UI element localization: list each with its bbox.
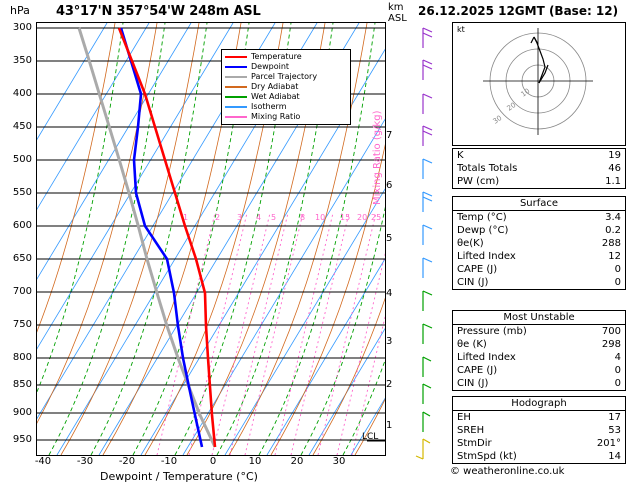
- y-tick-350: 350: [12, 55, 32, 66]
- x-tick-20: 20: [290, 456, 304, 467]
- row-label: K: [457, 150, 464, 161]
- svg-text:3: 3: [237, 213, 243, 222]
- km-label-line2: ASL: [388, 13, 407, 24]
- row-label: Lifted Index: [457, 352, 516, 363]
- y-tick-750: 750: [12, 319, 32, 330]
- table-row: [453, 211, 625, 224]
- row-label: StmDir: [457, 438, 492, 449]
- row-label: Temp (°C): [457, 212, 507, 223]
- table-row: [453, 175, 625, 188]
- surface-table: [452, 196, 626, 290]
- date-title: 26.12.2025 12GMT (Base: 12): [418, 4, 619, 18]
- table-row: [453, 224, 625, 237]
- row-value: 0.2: [605, 225, 621, 236]
- row-value: 0: [614, 277, 621, 288]
- legend-label-temperature: Temperature: [251, 52, 302, 61]
- svg-text:25: 25: [371, 213, 382, 222]
- row-label: SREH: [457, 425, 485, 436]
- y-tick-850: 850: [12, 379, 32, 390]
- row-value: 4: [614, 352, 621, 363]
- y-tick-800: 800: [12, 352, 32, 363]
- svg-text:5: 5: [271, 213, 277, 222]
- x-tick-10: 10: [248, 456, 262, 467]
- legend-item-dewpoint: [225, 62, 347, 72]
- surface-table-title: Surface: [453, 197, 625, 211]
- legend-swatch-dewpoint: [225, 66, 247, 68]
- table-row: [453, 162, 625, 175]
- y-tick-650: 650: [12, 253, 32, 264]
- y-tick-400: 400: [12, 88, 32, 99]
- table-row: [453, 263, 625, 276]
- svg-text:8: 8: [300, 213, 306, 222]
- row-value: 53: [608, 425, 621, 436]
- x-tick-0: 0: [209, 456, 217, 467]
- hodograph: [452, 22, 626, 146]
- y-tick-700: 700: [12, 286, 32, 297]
- km-tick-5: 5: [386, 233, 393, 244]
- km-tick-3: 3: [386, 336, 393, 347]
- y-tick-900: 900: [12, 407, 32, 418]
- temperature-axis: [36, 456, 386, 470]
- legend-item-parcel: [225, 72, 347, 82]
- x-tick-minus10: -10: [160, 456, 178, 467]
- km-tick-1: 1: [386, 420, 393, 431]
- legend-swatch-wet-adiabat: [225, 96, 247, 98]
- table-row: [453, 276, 625, 289]
- row-value: 17: [608, 412, 621, 423]
- row-value: 3.4: [605, 212, 621, 223]
- most-unstable-table: [452, 310, 626, 391]
- y-tick-500: 500: [12, 154, 32, 165]
- copyright-label: © weatheronline.co.uk: [450, 466, 565, 477]
- legend-label-dry-adiabat: Dry Adiabat: [251, 82, 299, 91]
- legend-item-wet-adiabat: [225, 92, 347, 102]
- skewt-plot-area: [36, 22, 386, 456]
- wind-barb-column: [408, 22, 438, 462]
- table-row: [453, 351, 625, 364]
- legend-swatch-mixing-ratio: [225, 116, 247, 118]
- legend-label-isotherm: Isotherm: [251, 102, 287, 111]
- lcl-label: LCL: [362, 432, 379, 442]
- legend-swatch-temperature: [225, 56, 247, 58]
- row-value: 19: [608, 150, 621, 161]
- legend-item-dry-adiabat: [225, 82, 347, 92]
- row-label: CIN (J): [457, 378, 489, 389]
- pressure-unit-label: hPa: [10, 4, 30, 17]
- indices-table: [452, 148, 626, 189]
- hodograph-stats-table: [452, 396, 626, 464]
- svg-text:1: 1: [183, 213, 189, 222]
- table-row: [453, 377, 625, 390]
- station-title: 43°17'N 357°54'W 248m ASL: [56, 4, 261, 19]
- svg-text:4: 4: [256, 213, 262, 222]
- row-value: 201°: [596, 438, 621, 449]
- km-label-line1: km: [388, 2, 404, 13]
- km-tick-2: 2: [386, 379, 393, 390]
- y-tick-300: 300: [12, 22, 32, 33]
- km-tick-6: 6: [386, 180, 393, 191]
- svg-text:30: 30: [491, 113, 504, 126]
- y-tick-600: 600: [12, 220, 32, 231]
- row-label: Totals Totals: [457, 163, 518, 174]
- row-label: StmSpd (kt): [457, 451, 517, 462]
- table-row: [453, 237, 625, 250]
- legend-label-parcel: Parcel Trajectory: [251, 72, 318, 81]
- altitude-axis: [386, 22, 408, 456]
- x-tick-minus30: -30: [76, 456, 94, 467]
- svg-text:10: 10: [315, 213, 326, 222]
- row-label: Dewp (°C): [457, 225, 509, 236]
- svg-text:20: 20: [357, 213, 368, 222]
- table-row: [453, 250, 625, 263]
- legend-swatch-parcel: [225, 76, 247, 78]
- row-value: 288: [601, 238, 621, 249]
- row-label: Lifted Index: [457, 251, 516, 262]
- row-value: 298: [601, 339, 621, 350]
- hodograph-unit-label: kt: [457, 25, 465, 34]
- svg-text:20: 20: [505, 100, 518, 113]
- table-row: [453, 149, 625, 162]
- legend-label-mixing-ratio: Mixing Ratio: [251, 112, 301, 121]
- legend-swatch-dry-adiabat: [225, 86, 247, 88]
- km-asl-label: [388, 2, 407, 24]
- km-tick-7: 7: [386, 130, 393, 141]
- row-value: 0: [614, 378, 621, 389]
- legend-label-wet-adiabat: Wet Adiabat: [251, 92, 300, 101]
- table-row: [453, 338, 625, 351]
- row-label: CAPE (J): [457, 365, 498, 376]
- pressure-axis: [0, 22, 34, 456]
- row-value: 46: [608, 163, 621, 174]
- hodograph-stats-title: Hodograph: [453, 397, 625, 411]
- legend-item-mixing-ratio: [225, 112, 347, 122]
- row-label: θe (K): [457, 339, 487, 350]
- legend-label-dewpoint: Dewpoint: [251, 62, 290, 71]
- row-value: 0: [614, 365, 621, 376]
- table-row: [453, 450, 625, 463]
- row-value: 0: [614, 264, 621, 275]
- legend-item-isotherm: [225, 102, 347, 112]
- row-label: EH: [457, 412, 471, 423]
- x-tick-30: 30: [332, 456, 346, 467]
- table-row: [453, 424, 625, 437]
- row-label: θe(K): [457, 238, 484, 249]
- table-row: [453, 325, 625, 338]
- y-tick-450: 450: [12, 121, 32, 132]
- mixing-ratio-axis-label: Mixing Ratio (g/kg): [372, 110, 383, 205]
- y-tick-950: 950: [12, 434, 32, 445]
- row-label: CIN (J): [457, 277, 489, 288]
- x-axis-title: Dewpoint / Temperature (°C): [100, 470, 258, 483]
- row-value: 1.1: [605, 176, 621, 187]
- row-label: Pressure (mb): [457, 326, 527, 337]
- table-row: [453, 437, 625, 450]
- km-tick-4: 4: [386, 288, 393, 299]
- legend: [221, 49, 351, 125]
- svg-text:2: 2: [215, 213, 221, 222]
- svg-text:15: 15: [340, 213, 351, 222]
- x-tick-minus40: -40: [34, 456, 52, 467]
- most-unstable-table-title: Most Unstable: [453, 311, 625, 325]
- legend-swatch-isotherm: [225, 106, 247, 108]
- row-value: 14: [608, 451, 621, 462]
- row-label: CAPE (J): [457, 264, 498, 275]
- row-label: PW (cm): [457, 176, 500, 187]
- row-value: 700: [601, 326, 621, 337]
- table-row: [453, 364, 625, 377]
- row-value: 12: [608, 251, 621, 262]
- y-tick-550: 550: [12, 187, 32, 198]
- svg-text:10: 10: [519, 86, 532, 99]
- x-tick-minus20: -20: [118, 456, 136, 467]
- legend-item-temperature: [225, 52, 347, 62]
- table-row: [453, 411, 625, 424]
